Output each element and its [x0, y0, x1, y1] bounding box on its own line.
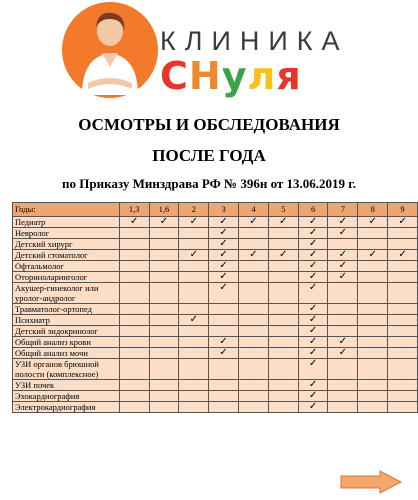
empty-cell: [328, 391, 358, 402]
specialist-name: Травматолог-ортопед: [13, 304, 120, 315]
empty-cell: [239, 261, 269, 272]
empty-cell: [239, 228, 269, 239]
year-header: 2: [179, 203, 209, 217]
year-header: 9: [388, 203, 418, 217]
empty-cell: [209, 402, 239, 413]
empty-cell: [388, 283, 418, 304]
empty-cell: [328, 380, 358, 391]
check-mark-cell: ✓: [209, 348, 239, 359]
empty-cell: [149, 283, 179, 304]
check-mark-cell: ✓: [298, 272, 328, 283]
check-mark-cell: ✓: [209, 337, 239, 348]
empty-cell: [179, 359, 209, 380]
check-mark-cell: ✓: [298, 283, 328, 304]
brand-letter: л: [247, 54, 277, 98]
empty-cell: [179, 402, 209, 413]
check-mark-cell: ✓: [209, 228, 239, 239]
empty-cell: [328, 402, 358, 413]
check-mark-cell: ✓: [298, 380, 328, 391]
empty-cell: [179, 391, 209, 402]
empty-cell: [149, 228, 179, 239]
table-row: [13, 283, 418, 304]
empty-cell: [358, 228, 388, 239]
check-mark-cell: ✓: [328, 272, 358, 283]
table-row: [13, 380, 418, 391]
empty-cell: [119, 283, 149, 304]
empty-cell: [149, 304, 179, 315]
check-mark-cell: ✓: [298, 348, 328, 359]
brand-letter: я: [276, 54, 302, 98]
specialist-name: Педиатр: [13, 217, 120, 228]
brand-letter: у: [221, 54, 248, 98]
empty-cell: [268, 337, 298, 348]
empty-cell: [179, 283, 209, 304]
check-mark-cell: ✓: [328, 348, 358, 359]
table-row: [13, 304, 418, 315]
check-mark-cell: ✓: [209, 250, 239, 261]
specialist-name: Общий анализ крови: [13, 337, 120, 348]
specialist-name: Акушер-гинеколог или уролог-андролог: [13, 283, 120, 304]
check-mark-cell: ✓: [298, 315, 328, 326]
empty-cell: [328, 315, 358, 326]
empty-cell: [388, 239, 418, 250]
check-mark-cell: ✓: [239, 250, 269, 261]
empty-cell: [149, 391, 179, 402]
table-row: [13, 315, 418, 326]
empty-cell: [239, 348, 269, 359]
check-mark-cell: ✓: [209, 217, 239, 228]
table-row: [13, 217, 418, 228]
check-mark-cell: ✓: [388, 217, 418, 228]
check-mark-cell: ✓: [179, 217, 209, 228]
check-mark-cell: ✓: [179, 250, 209, 261]
year-header: 3: [209, 203, 239, 217]
year-header: 1,6: [149, 203, 179, 217]
empty-cell: [358, 283, 388, 304]
empty-cell: [268, 228, 298, 239]
empty-cell: [268, 326, 298, 337]
check-mark-cell: ✓: [179, 315, 209, 326]
table-row: [13, 272, 418, 283]
check-mark-cell: ✓: [149, 217, 179, 228]
empty-cell: [239, 326, 269, 337]
empty-cell: [179, 304, 209, 315]
empty-cell: [388, 359, 418, 380]
empty-cell: [119, 348, 149, 359]
specialist-name: Психиатр: [13, 315, 120, 326]
specialist-name: Детский эндокринолог: [13, 326, 120, 337]
empty-cell: [358, 239, 388, 250]
check-mark-cell: ✓: [298, 239, 328, 250]
order-reference: по Приказу Минздрава РФ № 396н от 13.06.2019 г.: [62, 176, 356, 191]
empty-cell: [328, 283, 358, 304]
empty-cell: [149, 380, 179, 391]
check-mark-cell: ✓: [298, 337, 328, 348]
empty-cell: [388, 304, 418, 315]
empty-cell: [119, 359, 149, 380]
empty-cell: [268, 304, 298, 315]
empty-cell: [179, 239, 209, 250]
empty-cell: [358, 261, 388, 272]
empty-cell: [209, 304, 239, 315]
empty-cell: [388, 326, 418, 337]
empty-cell: [149, 359, 179, 380]
specialist-name: Электрокардиография: [13, 402, 120, 413]
doctor-photo: [74, 5, 146, 95]
empty-cell: [119, 315, 149, 326]
check-mark-cell: ✓: [328, 261, 358, 272]
empty-cell: [268, 402, 298, 413]
specialist-name: Оториноларинголог: [13, 272, 120, 283]
empty-cell: [358, 359, 388, 380]
year-header: 4: [239, 203, 269, 217]
empty-cell: [328, 359, 358, 380]
empty-cell: [358, 337, 388, 348]
empty-cell: [119, 304, 149, 315]
empty-cell: [388, 315, 418, 326]
empty-cell: [388, 402, 418, 413]
brand-letter: Н: [188, 54, 222, 98]
check-mark-cell: ✓: [298, 250, 328, 261]
check-mark-cell: ✓: [268, 217, 298, 228]
empty-cell: [268, 391, 298, 402]
check-mark-cell: ✓: [268, 250, 298, 261]
empty-cell: [388, 337, 418, 348]
empty-cell: [268, 261, 298, 272]
year-header: 8: [358, 203, 388, 217]
specialist-name: Офтальмолог: [13, 261, 120, 272]
empty-cell: [179, 337, 209, 348]
check-mark-cell: ✓: [298, 391, 328, 402]
header-row: [13, 203, 418, 217]
empty-cell: [149, 261, 179, 272]
empty-cell: [119, 239, 149, 250]
specialist-name: Детский стоматолог: [13, 250, 120, 261]
empty-cell: [119, 402, 149, 413]
empty-cell: [388, 380, 418, 391]
check-mark-cell: ✓: [328, 217, 358, 228]
check-mark-cell: ✓: [119, 217, 149, 228]
brand-line1: КЛИНИКА: [160, 26, 349, 56]
check-mark-cell: ✓: [328, 250, 358, 261]
empty-cell: [119, 326, 149, 337]
empty-cell: [328, 239, 358, 250]
empty-cell: [209, 380, 239, 391]
table-row: [13, 261, 418, 272]
empty-cell: [119, 391, 149, 402]
empty-cell: [358, 315, 388, 326]
empty-cell: [179, 380, 209, 391]
empty-cell: [179, 326, 209, 337]
check-mark-cell: ✓: [209, 272, 239, 283]
empty-cell: [268, 239, 298, 250]
year-header: 1,3: [119, 203, 149, 217]
table-row: [13, 391, 418, 402]
empty-cell: [239, 402, 269, 413]
check-mark-cell: ✓: [209, 239, 239, 250]
year-header: 5: [268, 203, 298, 217]
empty-cell: [209, 359, 239, 380]
empty-cell: [149, 239, 179, 250]
check-mark-cell: ✓: [298, 402, 328, 413]
empty-cell: [179, 228, 209, 239]
empty-cell: [388, 261, 418, 272]
empty-cell: [328, 304, 358, 315]
page-subtitle: ПОСЛЕ ГОДА: [152, 146, 266, 165]
next-arrow-icon[interactable]: [340, 470, 402, 494]
year-header: 6: [298, 203, 328, 217]
empty-cell: [388, 348, 418, 359]
check-mark-cell: ✓: [209, 261, 239, 272]
empty-cell: [149, 315, 179, 326]
empty-cell: [179, 348, 209, 359]
clinic-header: [0, 0, 418, 104]
empty-cell: [358, 380, 388, 391]
check-mark-cell: ✓: [298, 228, 328, 239]
specialist-name: Эхокардиография: [13, 391, 120, 402]
empty-cell: [358, 348, 388, 359]
check-mark-cell: ✓: [298, 261, 328, 272]
empty-cell: [388, 391, 418, 402]
empty-cell: [358, 326, 388, 337]
empty-cell: [239, 359, 269, 380]
check-mark-cell: ✓: [298, 326, 328, 337]
empty-cell: [209, 315, 239, 326]
check-mark-cell: ✓: [388, 250, 418, 261]
empty-cell: [119, 228, 149, 239]
check-mark-cell: ✓: [298, 304, 328, 315]
brand-letter: С: [160, 54, 189, 98]
empty-cell: [149, 348, 179, 359]
empty-cell: [268, 348, 298, 359]
table-row: [13, 250, 418, 261]
specialist-name: Детский хирург: [13, 239, 120, 250]
empty-cell: [119, 380, 149, 391]
table-row: [13, 348, 418, 359]
table-row: [13, 402, 418, 413]
specialist-name: УЗИ органов брюшной полости (комплексное): [13, 359, 120, 380]
empty-cell: [149, 402, 179, 413]
empty-cell: [119, 250, 149, 261]
page-title: ОСМОТРЫ И ОБСЛЕДОВАНИЯ: [78, 115, 340, 134]
check-mark-cell: ✓: [298, 359, 328, 380]
empty-cell: [358, 304, 388, 315]
empty-cell: [268, 272, 298, 283]
empty-cell: [119, 261, 149, 272]
empty-cell: [239, 337, 269, 348]
empty-cell: [358, 402, 388, 413]
brand-line2: [160, 56, 302, 96]
empty-cell: [209, 391, 239, 402]
empty-cell: [239, 239, 269, 250]
check-mark-cell: ✓: [328, 228, 358, 239]
check-mark-cell: ✓: [358, 217, 388, 228]
empty-cell: [239, 380, 269, 391]
empty-cell: [358, 272, 388, 283]
empty-cell: [179, 261, 209, 272]
empty-cell: [239, 272, 269, 283]
empty-cell: [149, 272, 179, 283]
empty-cell: [239, 304, 269, 315]
check-mark-cell: ✓: [209, 283, 239, 304]
years-header-label: Годы:: [13, 203, 120, 217]
empty-cell: [358, 391, 388, 402]
check-mark-cell: ✓: [328, 337, 358, 348]
table-row: [13, 239, 418, 250]
table-row: [13, 337, 418, 348]
specialist-name: Невролог: [13, 228, 120, 239]
empty-cell: [239, 315, 269, 326]
empty-cell: [328, 326, 358, 337]
table-row: [13, 359, 418, 380]
empty-cell: [268, 315, 298, 326]
check-mark-cell: ✓: [239, 217, 269, 228]
empty-cell: [388, 228, 418, 239]
empty-cell: [149, 326, 179, 337]
empty-cell: [268, 283, 298, 304]
empty-cell: [179, 272, 209, 283]
empty-cell: [119, 272, 149, 283]
empty-cell: [239, 391, 269, 402]
specialist-name: УЗИ почек: [13, 380, 120, 391]
empty-cell: [268, 380, 298, 391]
table-row: [13, 326, 418, 337]
empty-cell: [268, 359, 298, 380]
empty-cell: [149, 337, 179, 348]
check-mark-cell: ✓: [298, 217, 328, 228]
year-header: 7: [328, 203, 358, 217]
check-mark-cell: ✓: [358, 250, 388, 261]
exam-schedule-table: [12, 202, 418, 413]
table-row: [13, 228, 418, 239]
empty-cell: [388, 272, 418, 283]
specialist-name: Общий анализ мочи: [13, 348, 120, 359]
empty-cell: [209, 326, 239, 337]
empty-cell: [119, 337, 149, 348]
empty-cell: [239, 283, 269, 304]
empty-cell: [149, 250, 179, 261]
